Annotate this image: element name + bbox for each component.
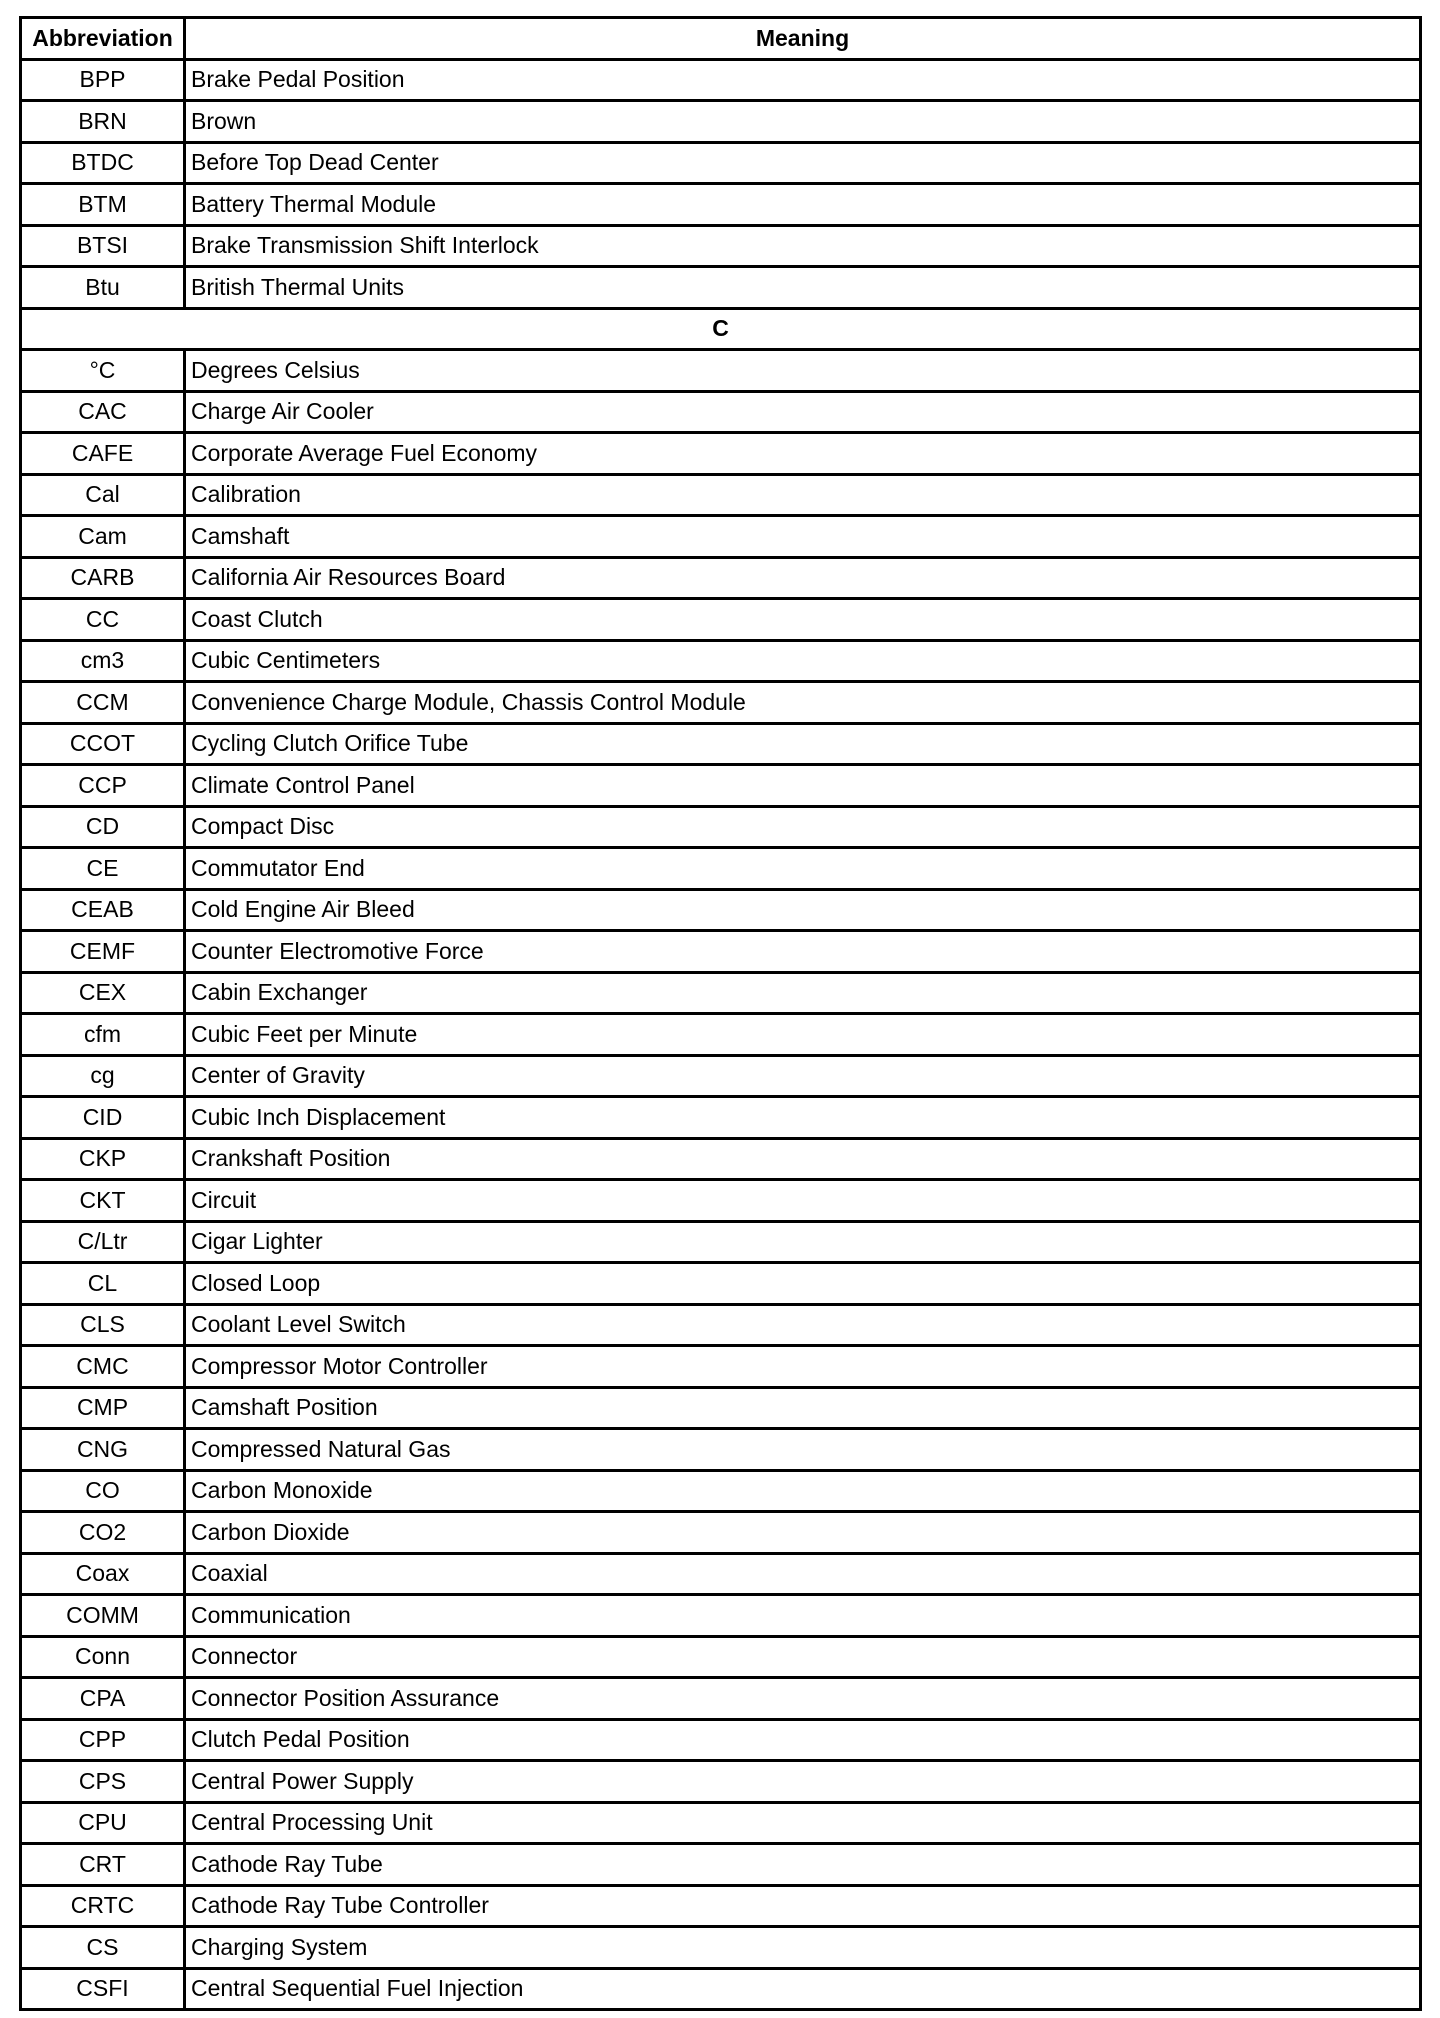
abbreviation-cell: Cal xyxy=(21,474,185,516)
abbreviation-cell: CID xyxy=(21,1097,185,1139)
meaning-cell: Communication xyxy=(185,1595,1421,1637)
meaning-cell: Before Top Dead Center xyxy=(185,142,1421,184)
meaning-cell: Cathode Ray Tube xyxy=(185,1844,1421,1886)
meaning-cell: Cathode Ray Tube Controller xyxy=(185,1885,1421,1927)
meaning-cell: Coolant Level Switch xyxy=(185,1304,1421,1346)
table-row xyxy=(21,350,1421,392)
table-row xyxy=(21,1595,1421,1637)
table-row xyxy=(21,184,1421,226)
meaning-cell: Carbon Monoxide xyxy=(185,1470,1421,1512)
abbreviation-cell: BRN xyxy=(21,101,185,143)
meaning-cell: Climate Control Panel xyxy=(185,765,1421,807)
table-row xyxy=(21,723,1421,765)
abbreviation-cell: Conn xyxy=(21,1636,185,1678)
table-row xyxy=(21,1719,1421,1761)
abbreviation-cell: Btu xyxy=(21,267,185,309)
abbreviation-cell: CO2 xyxy=(21,1512,185,1554)
header-row xyxy=(21,18,1421,60)
table-row xyxy=(21,1014,1421,1056)
table-row xyxy=(21,1844,1421,1886)
table-row xyxy=(21,1512,1421,1554)
meaning-cell: Cycling Clutch Orifice Tube xyxy=(185,723,1421,765)
abbreviation-cell: CEX xyxy=(21,972,185,1014)
table-row xyxy=(21,848,1421,890)
meaning-cell: Coast Clutch xyxy=(185,599,1421,641)
meaning-cell: Cabin Exchanger xyxy=(185,972,1421,1014)
meaning-cell: Cigar Lighter xyxy=(185,1221,1421,1263)
meaning-cell: Cubic Inch Displacement xyxy=(185,1097,1421,1139)
table-row xyxy=(21,1180,1421,1222)
abbreviation-cell: CPP xyxy=(21,1719,185,1761)
table-row xyxy=(21,1263,1421,1305)
abbreviation-cell: cfm xyxy=(21,1014,185,1056)
meaning-cell: California Air Resources Board xyxy=(185,557,1421,599)
table-row xyxy=(21,972,1421,1014)
abbreviation-cell: CNG xyxy=(21,1429,185,1471)
abbreviation-cell: CEAB xyxy=(21,889,185,931)
table-row xyxy=(21,931,1421,973)
abbreviation-cell: cm3 xyxy=(21,640,185,682)
meaning-cell: British Thermal Units xyxy=(185,267,1421,309)
abbreviation-cell: CPA xyxy=(21,1678,185,1720)
meaning-cell: Coaxial xyxy=(185,1553,1421,1595)
meaning-cell: Counter Electromotive Force xyxy=(185,931,1421,973)
table-row xyxy=(21,516,1421,558)
section-heading: C xyxy=(21,308,1421,350)
meaning-column-header: Meaning xyxy=(185,18,1421,60)
abbreviation-cell: CKT xyxy=(21,1180,185,1222)
table-row xyxy=(21,765,1421,807)
abbreviation-cell: °C xyxy=(21,350,185,392)
meaning-cell: Clutch Pedal Position xyxy=(185,1719,1421,1761)
abbreviation-cell: CMP xyxy=(21,1387,185,1429)
table-row xyxy=(21,1387,1421,1429)
table-row xyxy=(21,1138,1421,1180)
table-row xyxy=(21,101,1421,143)
meaning-cell: Central Sequential Fuel Injection xyxy=(185,1968,1421,2010)
table-row xyxy=(21,1636,1421,1678)
abbreviation-table xyxy=(19,16,1422,2011)
meaning-cell: Cubic Feet per Minute xyxy=(185,1014,1421,1056)
table-row xyxy=(21,1761,1421,1803)
meaning-cell: Commutator End xyxy=(185,848,1421,890)
meaning-cell: Compressed Natural Gas xyxy=(185,1429,1421,1471)
meaning-cell: Cold Engine Air Bleed xyxy=(185,889,1421,931)
table-row xyxy=(21,1678,1421,1720)
table-row xyxy=(21,267,1421,309)
meaning-cell: Camshaft Position xyxy=(185,1387,1421,1429)
table-row xyxy=(21,225,1421,267)
abbreviation-cell: CRT xyxy=(21,1844,185,1886)
abbreviation-cell: BTM xyxy=(21,184,185,226)
table-row xyxy=(21,1097,1421,1139)
table-row xyxy=(21,1429,1421,1471)
meaning-cell: Connector xyxy=(185,1636,1421,1678)
meaning-cell: Corporate Average Fuel Economy xyxy=(185,433,1421,475)
abbreviation-cell: CAFE xyxy=(21,433,185,475)
table-row xyxy=(21,1885,1421,1927)
meaning-cell: Cubic Centimeters xyxy=(185,640,1421,682)
abbreviation-cell: BPP xyxy=(21,59,185,101)
meaning-cell: Charge Air Cooler xyxy=(185,391,1421,433)
table-row xyxy=(21,1346,1421,1388)
meaning-cell: Closed Loop xyxy=(185,1263,1421,1305)
table-row xyxy=(21,391,1421,433)
table-row xyxy=(21,433,1421,475)
table-row xyxy=(21,806,1421,848)
abbreviation-cell: CCOT xyxy=(21,723,185,765)
table-row xyxy=(21,1221,1421,1263)
abbreviation-cell: Coax xyxy=(21,1553,185,1595)
meaning-cell: Calibration xyxy=(185,474,1421,516)
section-row xyxy=(21,308,1421,350)
table-row xyxy=(21,889,1421,931)
abbreviation-cell: BTDC xyxy=(21,142,185,184)
meaning-cell: Carbon Dioxide xyxy=(185,1512,1421,1554)
meaning-cell: Brake Pedal Position xyxy=(185,59,1421,101)
table-row xyxy=(21,682,1421,724)
abbreviation-cell: CRTC xyxy=(21,1885,185,1927)
abbreviation-cell: CARB xyxy=(21,557,185,599)
meaning-cell: Degrees Celsius xyxy=(185,350,1421,392)
abbreviation-cell: CE xyxy=(21,848,185,890)
abbreviation-column-header: Abbreviation xyxy=(21,18,185,60)
meaning-cell: Brown xyxy=(185,101,1421,143)
meaning-cell: Crankshaft Position xyxy=(185,1138,1421,1180)
abbreviation-cell: CEMF xyxy=(21,931,185,973)
abbreviation-cell: CLS xyxy=(21,1304,185,1346)
abbreviation-cell: BTSI xyxy=(21,225,185,267)
abbreviation-cell: CC xyxy=(21,599,185,641)
abbreviation-cell: CD xyxy=(21,806,185,848)
abbreviation-cell: CCM xyxy=(21,682,185,724)
meaning-cell: Brake Transmission Shift Interlock xyxy=(185,225,1421,267)
meaning-cell: Compressor Motor Controller xyxy=(185,1346,1421,1388)
abbreviation-cell: CL xyxy=(21,1263,185,1305)
abbreviation-cell: CSFI xyxy=(21,1968,185,2010)
table-row xyxy=(21,599,1421,641)
abbreviation-cell: CPU xyxy=(21,1802,185,1844)
meaning-cell: Circuit xyxy=(185,1180,1421,1222)
abbreviation-cell: CO xyxy=(21,1470,185,1512)
table-row xyxy=(21,1304,1421,1346)
meaning-cell: Central Processing Unit xyxy=(185,1802,1421,1844)
table-row xyxy=(21,1553,1421,1595)
table-row xyxy=(21,640,1421,682)
meaning-cell: Connector Position Assurance xyxy=(185,1678,1421,1720)
meaning-cell: Center of Gravity xyxy=(185,1055,1421,1097)
table-row xyxy=(21,557,1421,599)
table-row xyxy=(21,1968,1421,2010)
abbreviation-cell: CKP xyxy=(21,1138,185,1180)
abbreviation-cell: CMC xyxy=(21,1346,185,1388)
meaning-cell: Central Power Supply xyxy=(185,1761,1421,1803)
abbreviation-cell: Cam xyxy=(21,516,185,558)
table-row xyxy=(21,142,1421,184)
table-row xyxy=(21,1055,1421,1097)
table-row xyxy=(21,59,1421,101)
abbreviation-cell: CPS xyxy=(21,1761,185,1803)
table-header xyxy=(21,18,1421,60)
meaning-cell: Compact Disc xyxy=(185,806,1421,848)
table-row xyxy=(21,1927,1421,1969)
meaning-cell: Battery Thermal Module xyxy=(185,184,1421,226)
meaning-cell: Convenience Charge Module, Chassis Control Module xyxy=(185,682,1421,724)
meaning-cell: Camshaft xyxy=(185,516,1421,558)
abbreviation-cell: C/Ltr xyxy=(21,1221,185,1263)
abbreviation-cell: cg xyxy=(21,1055,185,1097)
abbreviation-cell: CCP xyxy=(21,765,185,807)
table-row xyxy=(21,1802,1421,1844)
table-body xyxy=(21,59,1421,2010)
table-row xyxy=(21,1470,1421,1512)
abbreviation-cell: CS xyxy=(21,1927,185,1969)
table-row xyxy=(21,474,1421,516)
abbreviation-cell: COMM xyxy=(21,1595,185,1637)
meaning-cell: Charging System xyxy=(185,1927,1421,1969)
abbreviation-cell: CAC xyxy=(21,391,185,433)
